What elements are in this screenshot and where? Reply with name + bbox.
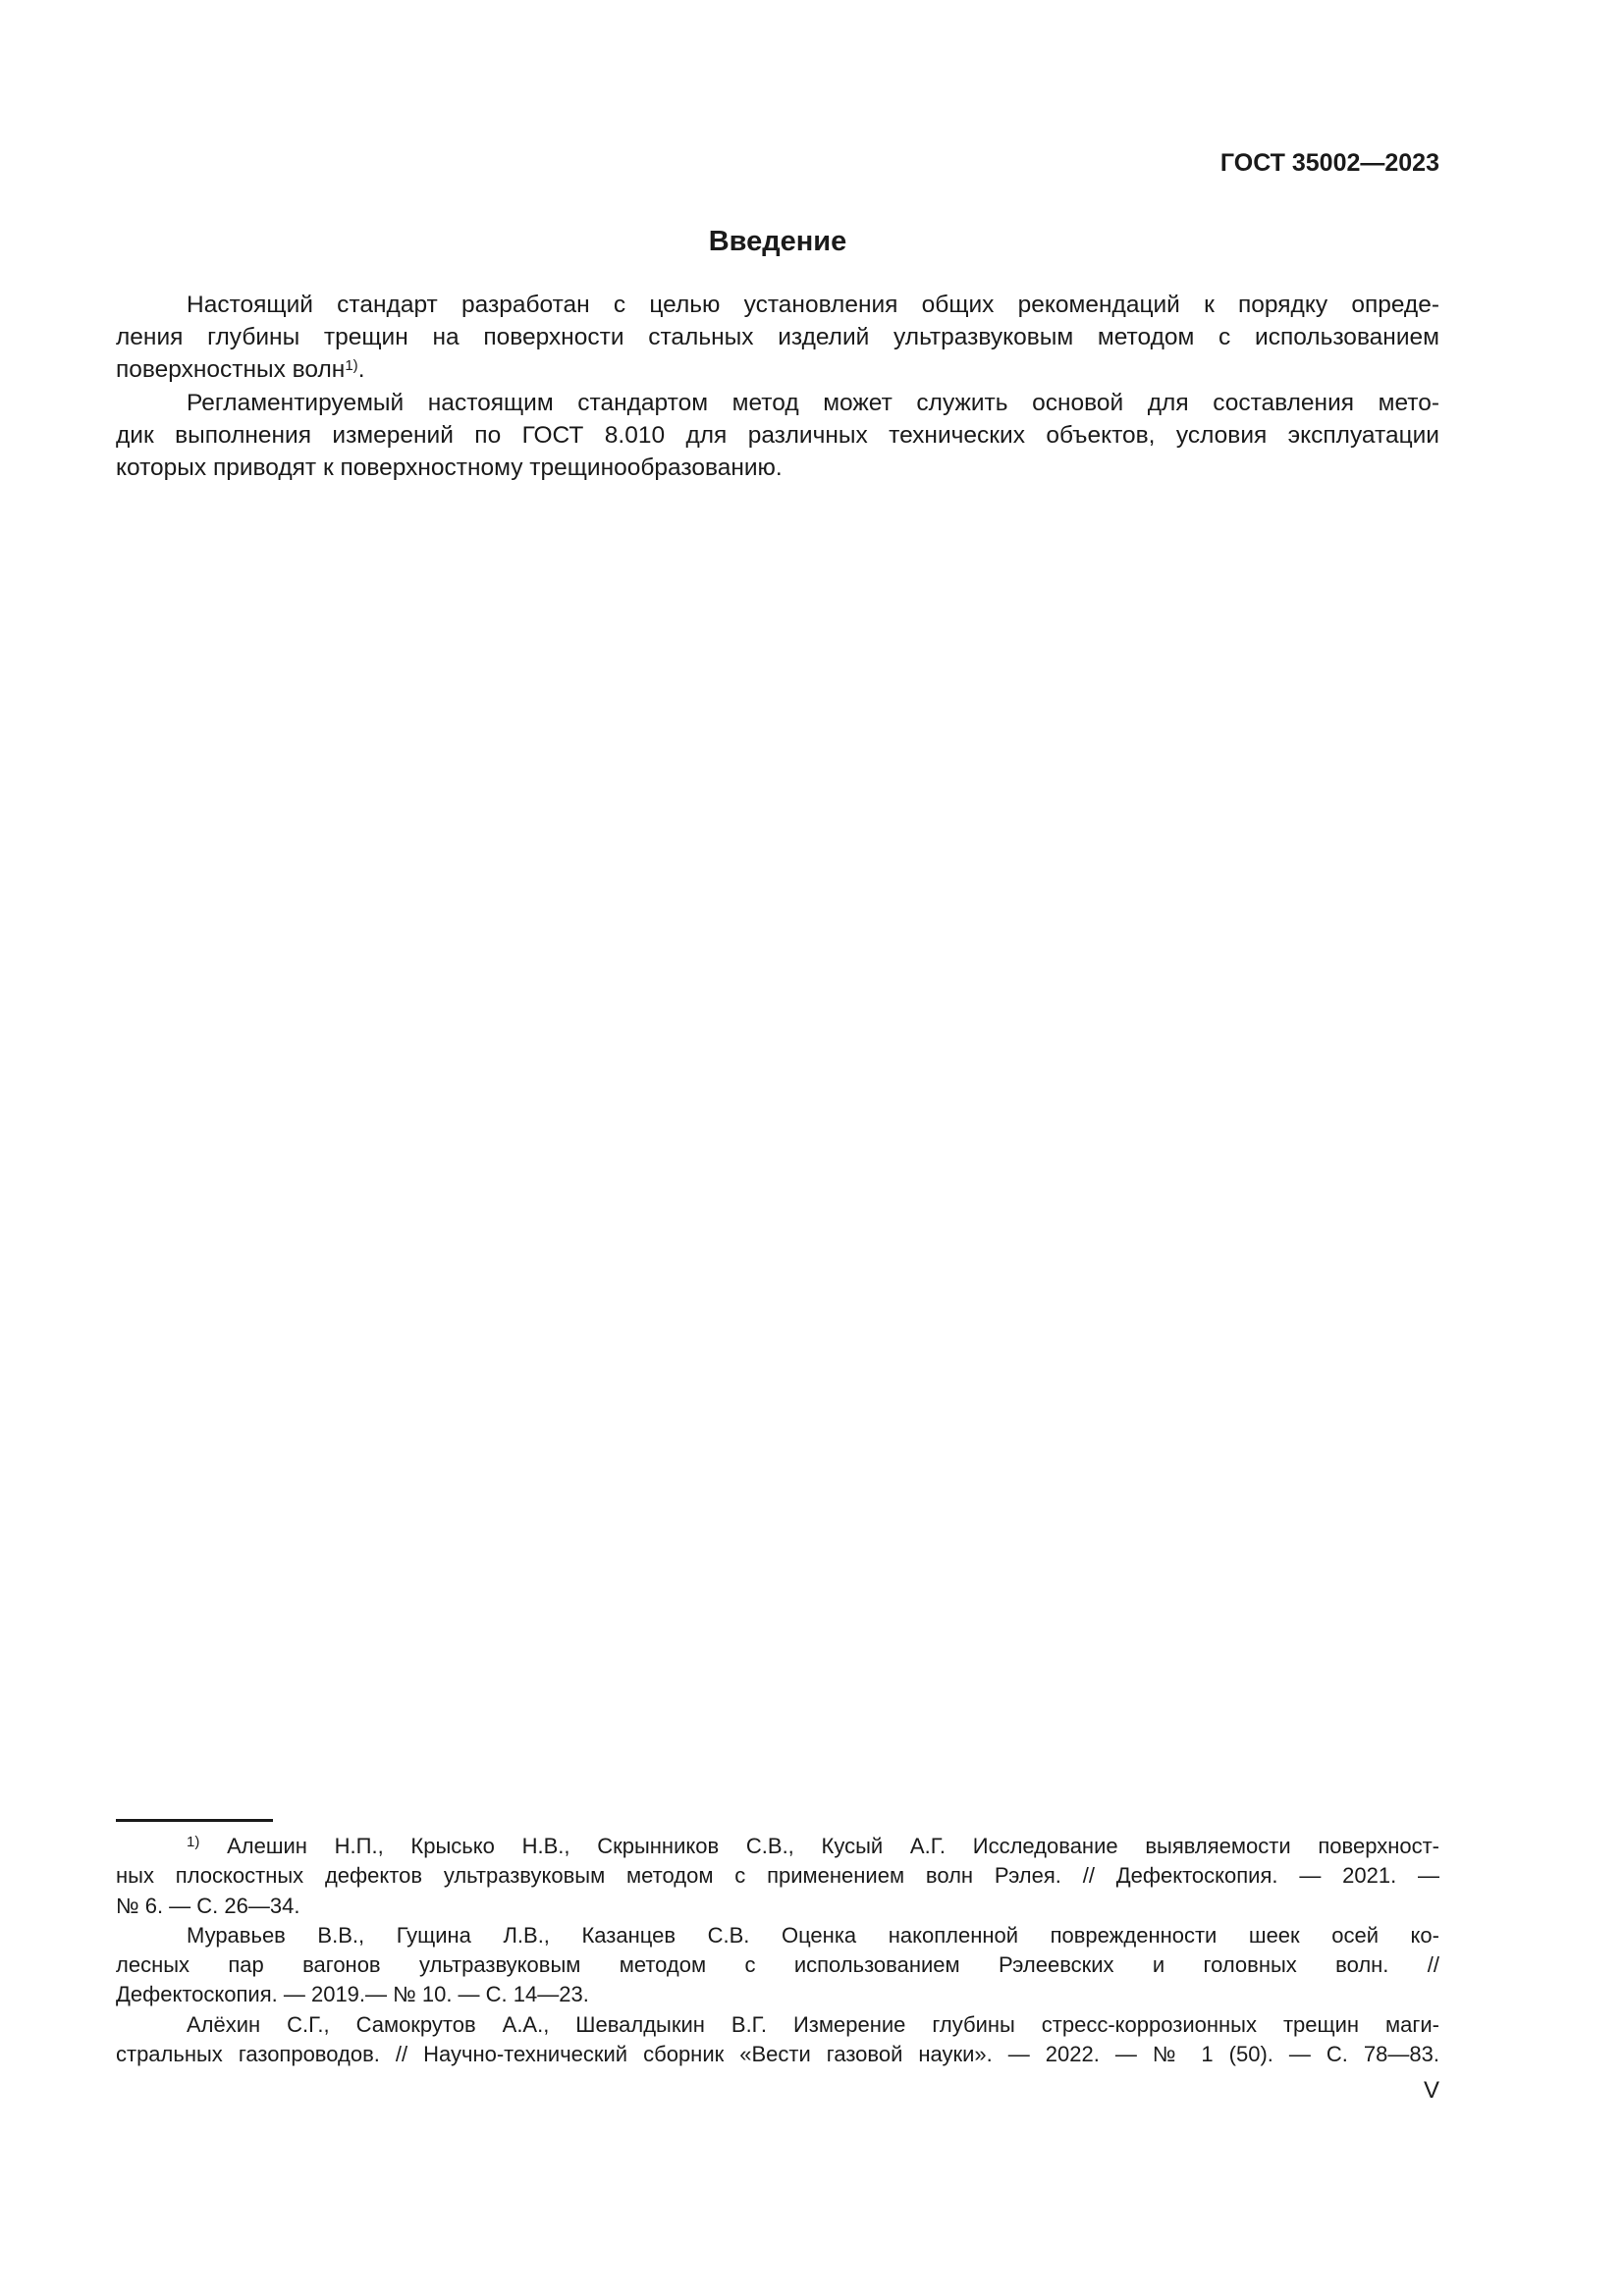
text-line: Алёхин С.Г., Самокрутов А.А., Шевалдыкин В.Г. Измерение глубины стресс-коррозионных трещин маги- xyxy=(187,2011,1439,2037)
document-code: ГОСТ 35002—2023 xyxy=(1219,149,1439,177)
text-line: Регламентируемый настоящим стандартом метод может служить основой для составления мето- xyxy=(187,389,1439,416)
text-line xyxy=(116,353,1439,386)
text-line: Дефектоскопия. — 2019.— № 10. — С. 14—23. xyxy=(116,1982,589,2007)
text-line: Настоящий стандарт разработан с целью установления общих рекомендаций к порядку опреде- xyxy=(187,292,1439,318)
footnote-reference-entry xyxy=(116,1832,1439,1921)
text-line: ных плоскостных дефектов ультразвуковым методом с применением волн Рэлея. // Дефектоскопия. — 2021. — xyxy=(116,1863,1439,1889)
footnote-marker: 1) xyxy=(187,1834,200,1850)
text-fragment: Алешин Н.П., Крысько Н.В., Скрынников С.В., Кусый А.Г. Исследование выявляемости поверхност- xyxy=(227,1834,1439,1858)
footnote-reference-entry xyxy=(116,1921,1439,2010)
text-line: ления глубины трещин на поверхности стальных изделий ультразвуковым методом с использованием xyxy=(116,324,1439,351)
text-line: лесных пар вагонов ультразвуковым методом с использованием Рэлеевских и головных волн. // xyxy=(116,1952,1439,1978)
text-fragment: . xyxy=(357,356,365,384)
footnotes xyxy=(116,1832,1439,2069)
paragraph xyxy=(116,387,1439,485)
section-title: Введение xyxy=(708,226,847,257)
main-text xyxy=(116,289,1439,484)
text-line: которых приводят к поверхностному трещинообразованию. xyxy=(116,454,783,482)
text-line: стральных газопроводов. // Научно-технический сборник «Вести газовой науки». — 2022. — № 1 (50). — С. 78—83. xyxy=(116,2042,1439,2067)
footnote-reference-entry xyxy=(116,2010,1439,2070)
text-line: № 6. — С. 26—34. xyxy=(116,1893,300,1918)
footnote-separator xyxy=(116,1819,273,1822)
text-line xyxy=(116,1832,1439,1861)
text-fragment: поверхностных волн xyxy=(116,356,346,384)
text-line: дик выполнения измерений по ГОСТ 8.010 для различных технических объектов, условия эксплуатации xyxy=(116,421,1439,449)
paragraph xyxy=(116,289,1439,387)
text-line: Муравьев В.В., Гущина Л.В., Казанцев С.В. Оценка накопленной поврежденности шеек осей ко- xyxy=(187,1922,1439,1948)
footnote-reference[interactable]: 1) xyxy=(345,357,358,375)
page-number: V xyxy=(1423,2077,1439,2104)
